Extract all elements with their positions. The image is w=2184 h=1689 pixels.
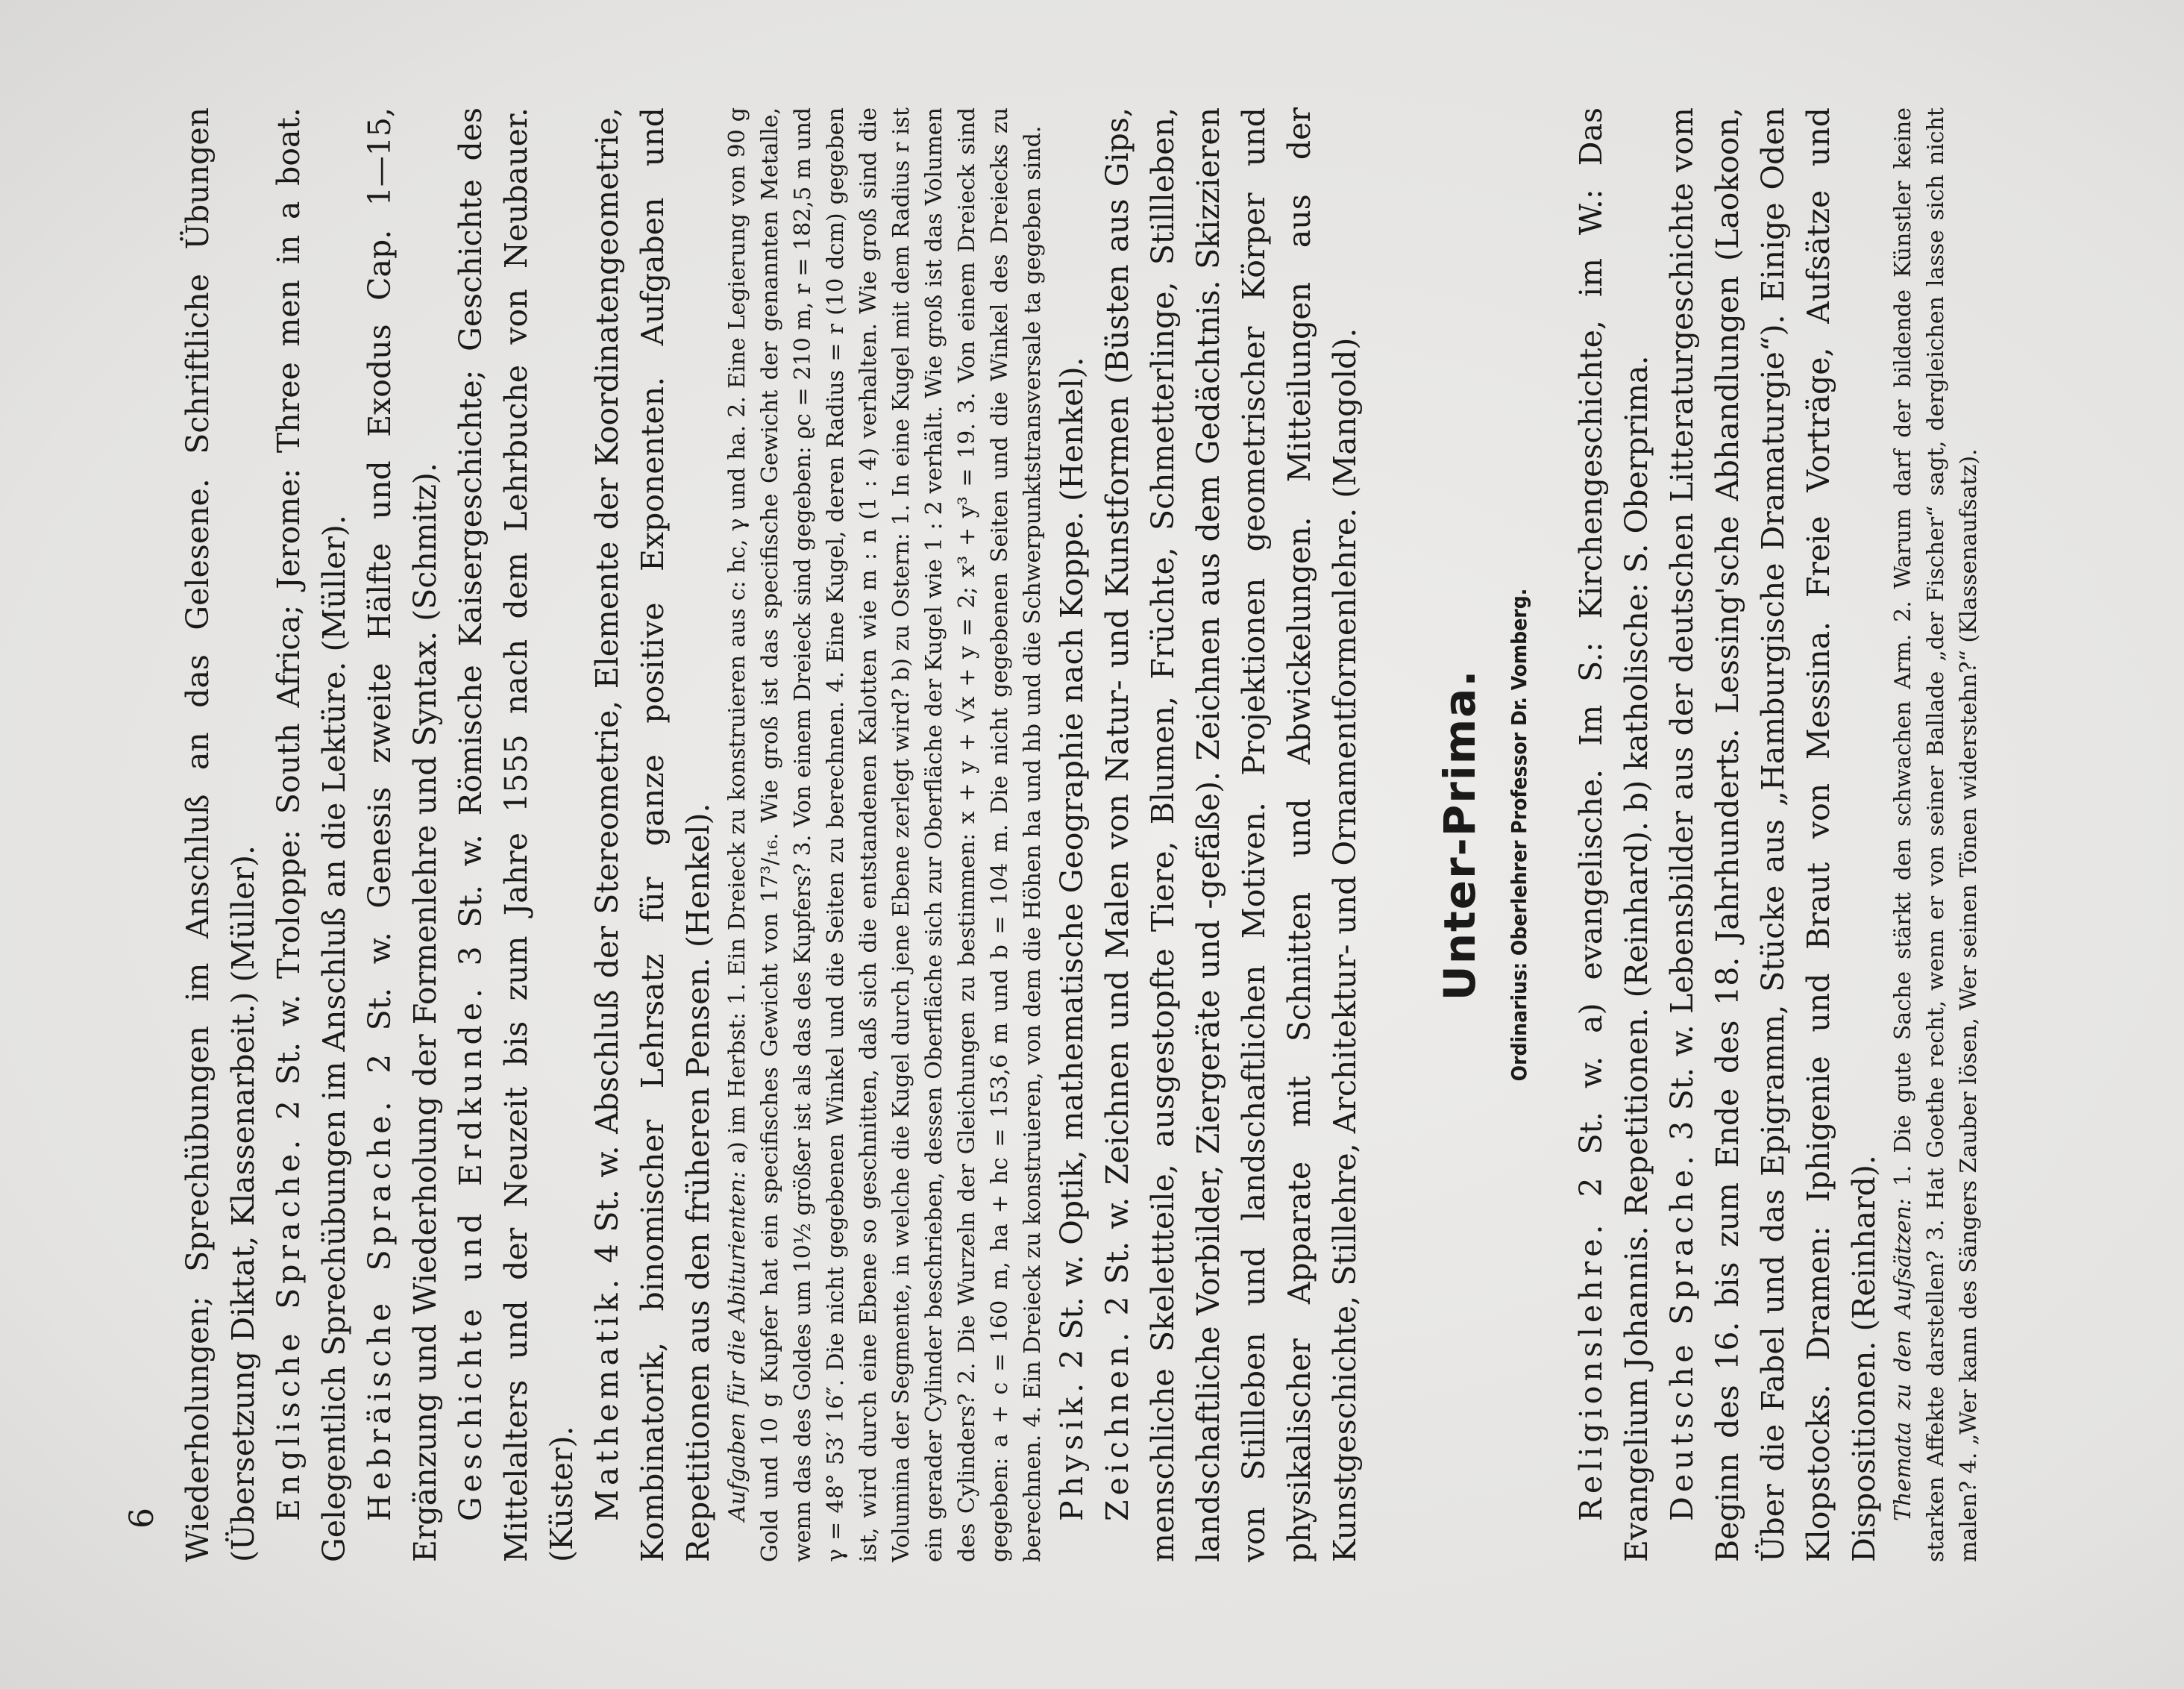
subject-heading: Physik.: [1054, 1378, 1090, 1521]
ordinarius-line: Ordinarius: Oberlehrer Professor Dr. Vomberg.: [1507, 588, 1531, 1082]
physik-paragraph: [1049, 107, 1095, 1562]
themata-label: Themata zu den Aufsätzen:: [1890, 1198, 1916, 1521]
englisch-paragraph: [266, 107, 357, 1562]
themata-text: 1. Die gute Sache stärkt den schwachen Arm. 2. Warum darf der bildende Künstler keine starken Affekte darstellen? 3. Hat Goethe recht, wenn er von seiner Ballade „der Fischer“ sagt, dergleichen lasse sich nicht malen? 4. „Wer kann des Sängers Zauber lösen, Wer seinen Tönen widerstehn?“ (Klassenaufsatz).: [1890, 107, 1982, 1562]
subject-heading: Englische Sprache.: [271, 1135, 307, 1521]
paragraph-text: 4 St. w. Abschluß der Stereometrie, Elemente der Koordinatengeometrie, Kombinatorik, binomischer Lehrsatz für ganze positive Exponenten. Aufgaben und Repetitionen aus den früheren Pensen. (Henkel).: [589, 107, 716, 1562]
page-content: [175, 107, 1986, 1562]
subject-heading: Religionslehre.: [1573, 1220, 1609, 1521]
aufgaben-label: Aufgaben für die Abiturienten:: [724, 1171, 750, 1521]
aufgaben-paragraph: [721, 107, 1049, 1562]
section-title: Unter-Prima.: [1434, 668, 1485, 1001]
subject-heading: Geschichte und Erdkunde.: [453, 984, 489, 1521]
paragraph-text: Wiederholungen; Sprechübungen im Anschluß an das Gelesene. Schriftliche Übungen (Übersetzung Diktat, Klassenarbeit.) (Müller).: [180, 107, 261, 1562]
paragraph-text: 2 St. w. a) evangelische. Im S.: Kirchengeschichte, im W.: Das Evangelium Johannis. Repetitionen. (Reinhard). b) katholische: S. Oberprima.: [1573, 107, 1654, 1562]
subject-heading: Hebräische Sprache.: [362, 1097, 398, 1521]
religion-paragraph: [1569, 107, 1660, 1562]
paragraph-text: 3 St. w. Lebensbilder aus der deutschen Litteraturgeschichte vom Beginn des 16. bis zum Ende des 18. Jahrhunderts. Lessing'sche Abhandlungen (Laokoon, Über die Fabel und das Epigramm, Stücke aus „Hamburgische Dramaturgie“). Einige Oden Klopstocks. Dramen: Iphigenie und Braut von Messina. Freie Vorträge, Aufsätze und Dispositionen. (Reinhard).: [1664, 107, 1882, 1562]
geschichte-paragraph: [448, 107, 585, 1562]
hebraeisch-paragraph: [357, 107, 448, 1562]
subject-heading: Deutsche Sprache.: [1664, 1150, 1700, 1521]
paragraph-text: 2 St. w. Optik, mathematische Geographie nach Koppe. (Henkel).: [1054, 357, 1090, 1379]
paragraph-text: 2 St. w. Genesis zweite Hälfte und Exodus Cap. 1—15, Ergänzung und Wiederholung der Formenlehre und Syntax. (Schmitz).: [362, 107, 443, 1562]
mathematik-paragraph: [585, 107, 721, 1562]
deutsch-paragraph: [1660, 107, 1887, 1562]
subject-heading: Zeichnen.: [1099, 1327, 1135, 1521]
themata-paragraph: [1887, 107, 1986, 1562]
zeichnen-paragraph: [1095, 107, 1368, 1562]
paragraph-text: 2 St. w. Troloppe: South Africa; Jerome: Three men in a boat. Gelegentlich Sprechübungen im Anschluß an die Lektüre. (Müller).: [271, 107, 352, 1562]
subject-heading: Mathematik.: [589, 1274, 625, 1521]
paragraph-text: 2 St. w. Zeichnen und Malen von Natur- und Kunstformen (Büsten aus Gips, menschliche Skelettteile, ausgestopfte Tiere, Blumen, Früchte, Schmetterlinge, Stillleben, landschaftliche Vorbilder, Ziergeräte und -gefäße). Zeichnen aus dem Gedächtnis. Skizzieren von Stillleben und landschaftlichen Motiven. Projektionen geometrischer Körper und physikalischer Apparate mit Schnitten und Abwickelungen. Mitteilungen aus der Kunstgeschichte, Stillehre, Architektur- und Ornamentformenlehre. (Mangold).: [1099, 107, 1363, 1562]
paragraph-text: 3 St. w. Römische Kaisergeschichte; Geschichte des Mittelalters und der Neuzeit bis zum Jahre 1555 nach dem Lehrbuche von Neubauer. (Küster).: [453, 107, 580, 1562]
aufgaben-text: a) im Herbst: 1. Ein Dreieck zu konstruieren aus c: hc, γ und ha. 2. Eine Legierung von 90 g Gold und 10 g Kupfer hat ein specifisches Gewicht von 17³/₁₆. Wie groß ist das specifische Gewicht der genannten Metalle, wenn das des Goldes um 10½ größer ist als das des Kupfers? 3. Von einem Dreieck sind gegeben: ϱc = 210 m, r = 182,5 m und γ = 48° 53′ 16″. Die nicht gegebenen Winkel und die Seiten zu berechnen. 4. Eine Kugel, deren Radius = r (10 dcm) gegeben ist, wird durch eine Ebene so geschnitten, daß sich die entstandenen Kalotten wie m : n (1 : 4) verhalten. Wie groß sind die Volumina der Segmente, in welche die Kugel durch jene Ebene zerlegt wird? b) zu Ostern: 1. In eine Kugel mit dem Radius r ist ein gerader Cylinder beschrieben, dessen Oberfläche sich zur Oberfläche der Kugel wie 1 : 2 verhält. Wie groß ist das Volumen des Cylinders? 2. Die Wurzeln der Gleichungen zu bestimmen: x + y + √x + y = 2; x³ + y³ = 19. 3. Von einem Dreieck sind gegeben: a + c = 160 m, ha + hc = 153,6 m und b = 104 m. Die nicht gegebenen Seiten und die Winkel des Dreiecks zu berechnen. 4. Ein Dreieck zu konstruieren, von dem die Höhen ha und hb und die Schwerpunktstransversale ta gegeben sind.: [724, 107, 1046, 1562]
page-number: 6: [123, 1508, 161, 1529]
text-paragraph: [175, 107, 266, 1562]
